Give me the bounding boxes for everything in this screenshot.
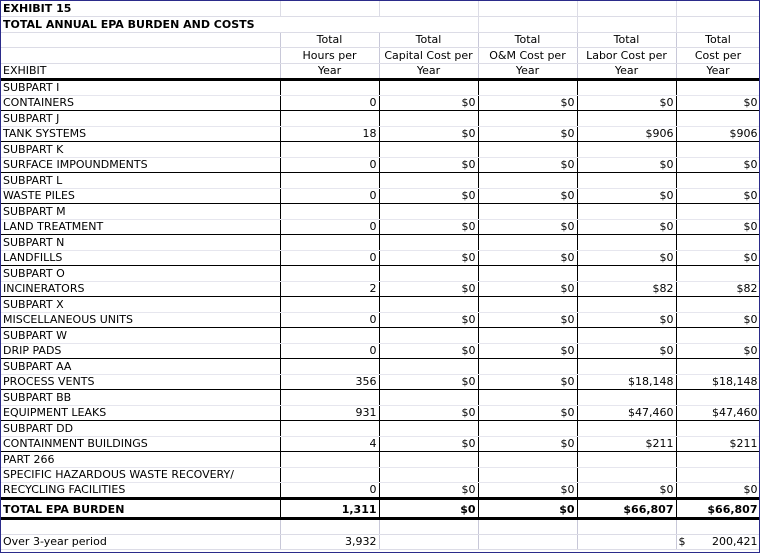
total-label: TOTAL EPA BURDEN — [1, 499, 280, 519]
empty-cell — [280, 297, 379, 313]
subpart-label: SUBPART J — [1, 111, 280, 127]
empty-cell — [577, 328, 676, 344]
subpart-label: SUBPART L — [1, 173, 280, 189]
total-cell: $18,148 — [676, 374, 760, 390]
spacer-row — [1, 519, 760, 535]
empty-cell — [577, 173, 676, 189]
table-row — [1, 188, 760, 204]
table-row — [1, 281, 760, 297]
empty-cell — [676, 235, 760, 251]
table-row — [1, 126, 760, 142]
om-cell: $0 — [478, 281, 577, 297]
table-row — [1, 405, 760, 421]
empty-cell — [280, 519, 379, 535]
hours-cell: 931 — [280, 405, 379, 421]
empty-cell — [577, 111, 676, 127]
om-cell: $0 — [478, 483, 577, 499]
unit-description: SPECIFIC HAZARDOUS WASTE RECOVERY/ — [1, 467, 280, 483]
empty-cell — [478, 452, 577, 468]
exhibit-title: TOTAL ANNUAL EPA BURDEN AND COSTS — [1, 17, 478, 33]
title-row — [1, 17, 760, 33]
header-cell: Total — [577, 32, 676, 48]
empty-cell — [676, 328, 760, 344]
unit-name: MISCELLANEOUS UNITS — [1, 312, 280, 328]
total-cell: $0 — [676, 157, 760, 173]
empty-cell — [478, 534, 577, 550]
hours-cell: 0 — [280, 95, 379, 111]
empty-cell — [280, 173, 379, 189]
total-capital-cell: $0 — [379, 499, 478, 519]
table-row — [1, 374, 760, 390]
total-cell: $47,460 — [676, 405, 760, 421]
empty-cell — [280, 328, 379, 344]
table-row — [1, 359, 760, 375]
empty-cell — [676, 467, 760, 483]
header-row-2 — [1, 48, 760, 64]
unit-name: LAND TREATMENT — [1, 219, 280, 235]
empty-cell — [478, 467, 577, 483]
labor-cell: $0 — [577, 95, 676, 111]
header-cell: Year — [676, 63, 760, 79]
header-row-3 — [1, 63, 760, 79]
capital-cell: $0 — [379, 405, 478, 421]
empty-cell — [280, 421, 379, 437]
labor-cell: $0 — [577, 343, 676, 359]
subpart-label: SUBPART O — [1, 266, 280, 282]
empty-cell — [577, 204, 676, 220]
total-total-cell: $66,807 — [676, 499, 760, 519]
subpart-label: SUBPART BB — [1, 390, 280, 406]
table-row — [1, 297, 760, 313]
empty-cell — [577, 266, 676, 282]
total-cell: $0 — [676, 483, 760, 499]
empty-cell — [478, 173, 577, 189]
empty-cell — [280, 79, 379, 95]
empty-cell — [478, 421, 577, 437]
empty-cell — [676, 452, 760, 468]
empty-cell — [676, 519, 760, 535]
empty-cell — [577, 452, 676, 468]
empty-cell — [1, 519, 280, 535]
three-year-total-value: 200,421 — [712, 535, 758, 548]
empty-cell — [577, 421, 676, 437]
labor-cell: $906 — [577, 126, 676, 142]
capital-cell: $0 — [379, 312, 478, 328]
labor-cell: $0 — [577, 219, 676, 235]
labor-cell: $47,460 — [577, 405, 676, 421]
empty-cell — [280, 359, 379, 375]
empty-cell — [676, 297, 760, 313]
hours-cell: 0 — [280, 188, 379, 204]
three-year-hours-cell: 3,932 — [280, 534, 379, 550]
total-row — [1, 499, 760, 519]
hours-cell: 0 — [280, 343, 379, 359]
header-row-1 — [1, 32, 760, 48]
empty-cell — [478, 359, 577, 375]
empty-cell — [280, 235, 379, 251]
labor-cell: $0 — [577, 312, 676, 328]
empty-cell — [676, 79, 760, 95]
empty-cell — [379, 467, 478, 483]
hours-cell: 356 — [280, 374, 379, 390]
header-cell: Total — [280, 32, 379, 48]
hours-cell: 0 — [280, 219, 379, 235]
empty-cell — [577, 467, 676, 483]
header-cell: O&M Cost per — [478, 48, 577, 64]
empty-cell — [379, 204, 478, 220]
exhibit-number: EXHIBIT 15 — [1, 1, 280, 17]
empty-cell — [379, 266, 478, 282]
empty-cell — [379, 519, 478, 535]
currency-wrap — [679, 535, 758, 549]
empty-cell — [379, 328, 478, 344]
table-row — [1, 173, 760, 189]
table-row — [1, 250, 760, 266]
unit-name: CONTAINMENT BUILDINGS — [1, 436, 280, 452]
labor-cell: $0 — [577, 483, 676, 499]
empty-cell — [280, 390, 379, 406]
empty-cell — [478, 390, 577, 406]
three-year-total-cell — [676, 534, 760, 550]
header-cell: EXHIBIT — [1, 63, 280, 79]
subpart-label: SUBPART K — [1, 142, 280, 158]
table-row — [1, 312, 760, 328]
hours-cell: 18 — [280, 126, 379, 142]
empty-cell — [280, 204, 379, 220]
empty-cell — [379, 142, 478, 158]
om-cell: $0 — [478, 126, 577, 142]
unit-name: EQUIPMENT LEAKS — [1, 405, 280, 421]
labor-cell: $18,148 — [577, 374, 676, 390]
subpart-label: SUBPART M — [1, 204, 280, 220]
subpart-label: SUBPART X — [1, 297, 280, 313]
om-cell: $0 — [478, 188, 577, 204]
labor-cell: $0 — [577, 188, 676, 204]
empty-cell — [676, 204, 760, 220]
capital-cell: $0 — [379, 188, 478, 204]
empty-cell — [676, 390, 760, 406]
capital-cell: $0 — [379, 250, 478, 266]
empty-cell — [379, 235, 478, 251]
three-year-label: Over 3-year period — [1, 534, 280, 550]
empty-cell — [577, 142, 676, 158]
total-cell: $0 — [676, 312, 760, 328]
empty-cell — [280, 452, 379, 468]
empty-cell — [280, 266, 379, 282]
table-row — [1, 343, 760, 359]
table-row — [1, 452, 760, 468]
om-cell: $0 — [478, 343, 577, 359]
empty-cell — [478, 266, 577, 282]
hours-cell: 2 — [280, 281, 379, 297]
unit-name: INCINERATORS — [1, 281, 280, 297]
table-row — [1, 421, 760, 437]
header-cell: Capital Cost per — [379, 48, 478, 64]
capital-cell: $0 — [379, 483, 478, 499]
header-cell — [1, 48, 280, 64]
hours-cell: 4 — [280, 436, 379, 452]
empty-cell — [676, 359, 760, 375]
empty-cell — [676, 142, 760, 158]
empty-cell — [379, 452, 478, 468]
om-cell: $0 — [478, 405, 577, 421]
om-cell: $0 — [478, 312, 577, 328]
empty-cell — [379, 390, 478, 406]
empty-cell — [676, 266, 760, 282]
unit-name: CONTAINERS — [1, 95, 280, 111]
empty-cell — [577, 390, 676, 406]
om-cell: $0 — [478, 374, 577, 390]
total-cell: $906 — [676, 126, 760, 142]
table-row — [1, 142, 760, 158]
subpart-label: SUBPART N — [1, 235, 280, 251]
three-year-row — [1, 534, 760, 550]
unit-name: SURFACE IMPOUNDMENTS — [1, 157, 280, 173]
header-cell: Total — [676, 32, 760, 48]
om-cell: $0 — [478, 219, 577, 235]
capital-cell: $0 — [379, 95, 478, 111]
total-cell: $0 — [676, 95, 760, 111]
unit-name: RECYCLING FACILITIES — [1, 483, 280, 499]
table-row — [1, 204, 760, 220]
hours-cell: 0 — [280, 250, 379, 266]
empty-cell — [478, 297, 577, 313]
empty-cell — [577, 519, 676, 535]
table-row — [1, 467, 760, 483]
header-cell: Total — [379, 32, 478, 48]
table-row — [1, 111, 760, 127]
labor-cell: $0 — [577, 250, 676, 266]
empty-cell — [478, 204, 577, 220]
empty-cell — [280, 142, 379, 158]
om-cell: $0 — [478, 436, 577, 452]
hours-cell: 0 — [280, 157, 379, 173]
empty-cell — [379, 173, 478, 189]
subpart-label: SUBPART DD — [1, 421, 280, 437]
epa-burden-table — [1, 1, 760, 550]
empty-cell — [379, 79, 478, 95]
capital-cell: $0 — [379, 219, 478, 235]
empty-cell — [280, 467, 379, 483]
capital-cell: $0 — [379, 374, 478, 390]
subpart-label: SUBPART W — [1, 328, 280, 344]
table-row — [1, 436, 760, 452]
om-cell: $0 — [478, 95, 577, 111]
header-cell: Year — [577, 63, 676, 79]
header-cell: Year — [478, 63, 577, 79]
empty-cell — [379, 534, 478, 550]
total-hours-cell: 1,311 — [280, 499, 379, 519]
empty-cell — [478, 235, 577, 251]
unit-name: LANDFILLS — [1, 250, 280, 266]
currency-symbol: $ — [678, 535, 686, 548]
hours-cell: 0 — [280, 483, 379, 499]
empty-cell — [379, 297, 478, 313]
unit-name: WASTE PILES — [1, 188, 280, 204]
empty-cell — [676, 111, 760, 127]
unit-name: DRIP PADS — [1, 343, 280, 359]
total-cell: $0 — [676, 250, 760, 266]
labor-cell: $82 — [577, 281, 676, 297]
empty-cell — [478, 328, 577, 344]
empty-cell — [280, 111, 379, 127]
unit-name: PROCESS VENTS — [1, 374, 280, 390]
header-cell: Total — [478, 32, 577, 48]
table-row — [1, 95, 760, 111]
header-cell: Year — [280, 63, 379, 79]
total-cell: $0 — [676, 188, 760, 204]
header-cell: Cost per — [676, 48, 760, 64]
capital-cell: $0 — [379, 126, 478, 142]
empty-cell — [478, 111, 577, 127]
empty-cell — [379, 359, 478, 375]
empty-cell — [577, 79, 676, 95]
capital-cell: $0 — [379, 281, 478, 297]
table-row — [1, 266, 760, 282]
total-labor-cell: $66,807 — [577, 499, 676, 519]
capital-cell: $0 — [379, 436, 478, 452]
empty-cell — [577, 297, 676, 313]
empty-cell — [478, 142, 577, 158]
capital-cell: $0 — [379, 157, 478, 173]
total-cell: $211 — [676, 436, 760, 452]
header-cell — [1, 32, 280, 48]
title-row — [1, 1, 760, 17]
empty-cell — [577, 235, 676, 251]
total-cell: $82 — [676, 281, 760, 297]
table-row — [1, 157, 760, 173]
header-cell: Labor Cost per — [577, 48, 676, 64]
table-row — [1, 328, 760, 344]
subpart-label: SUBPART I — [1, 79, 280, 95]
total-om-cell: $0 — [478, 499, 577, 519]
empty-cell — [478, 79, 577, 95]
hours-cell: 0 — [280, 312, 379, 328]
empty-cell — [676, 421, 760, 437]
total-cell: $0 — [676, 343, 760, 359]
subpart-label: PART 266 — [1, 452, 280, 468]
empty-cell — [577, 359, 676, 375]
table-row — [1, 79, 760, 95]
empty-cell — [379, 111, 478, 127]
table-row — [1, 235, 760, 251]
empty-cell — [478, 519, 577, 535]
labor-cell: $211 — [577, 436, 676, 452]
capital-cell: $0 — [379, 343, 478, 359]
om-cell: $0 — [478, 157, 577, 173]
table-row — [1, 219, 760, 235]
empty-cell — [676, 173, 760, 189]
labor-cell: $0 — [577, 157, 676, 173]
om-cell: $0 — [478, 250, 577, 266]
empty-cell — [379, 421, 478, 437]
table-row — [1, 390, 760, 406]
subpart-label: SUBPART AA — [1, 359, 280, 375]
header-cell: Hours per — [280, 48, 379, 64]
empty-cell — [577, 534, 676, 550]
unit-name: TANK SYSTEMS — [1, 126, 280, 142]
table-row — [1, 483, 760, 499]
total-cell: $0 — [676, 219, 760, 235]
header-cell: Year — [379, 63, 478, 79]
